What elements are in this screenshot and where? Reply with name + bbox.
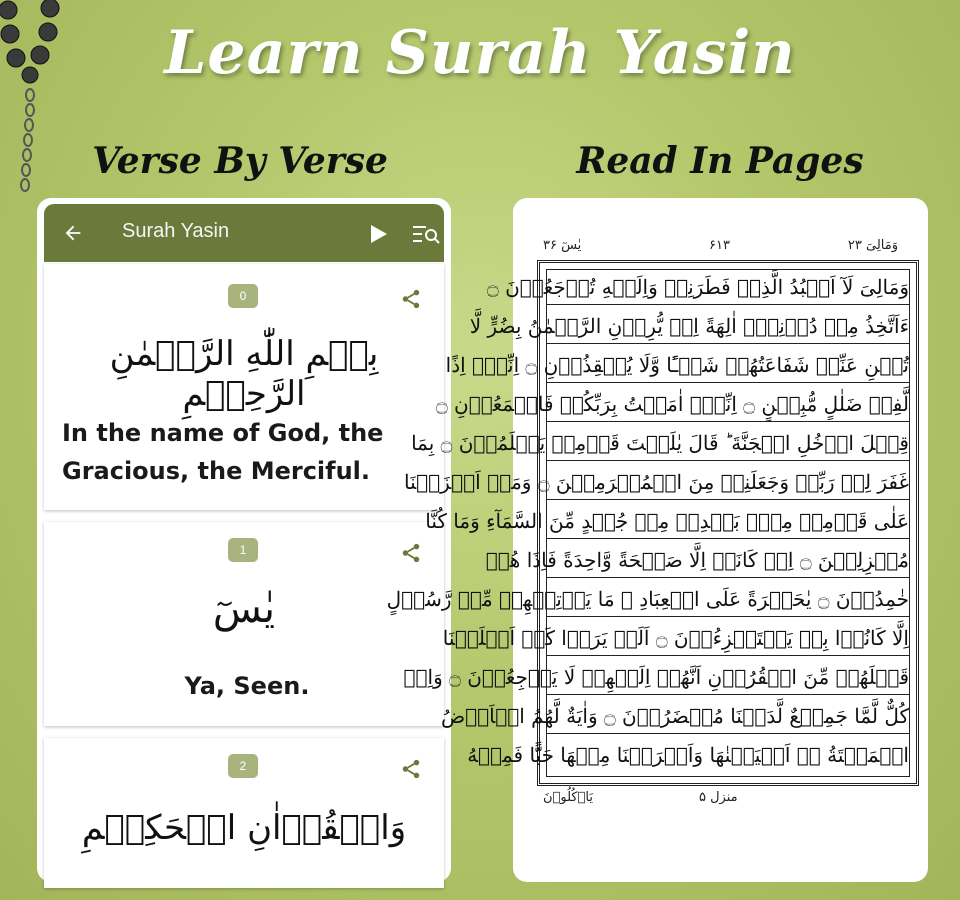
verse-translation: Ya, Seen.	[184, 672, 310, 700]
mushaf-line: غَفَرَ لِیۡ رَبِّیۡ وَجَعَلَنِیۡ مِنَ الۡمُكۡرَمِیۡنَ ۝ وَمَاۤ اَنۡزَلۡنَا	[547, 465, 909, 500]
mushaf-line: عَلٰی قَوۡمِهٖ مِنۡۢ بَعۡدِهٖ مِنۡ جُنۡدٍ مِّنَ السَّمَآءِ وَمَا كُنَّا	[547, 504, 909, 539]
verse-number-badge: 0	[228, 284, 258, 308]
left-heading: Verse By Verse	[92, 140, 388, 182]
mushaf-text-area[interactable]	[386, 269, 910, 777]
mushaf-page-frame	[386, 260, 919, 786]
right-heading: Read In Pages	[576, 140, 864, 182]
verse-translation: In the name of God, the Gracious, the Merciful.	[62, 419, 384, 485]
catchword: یَاۡكُلُوۡنَ	[543, 790, 593, 805]
mushaf-line: وَمَالِیَ لَآ اَعۡبُدُ الَّذِیۡ فَطَرَنِیۡ وَاِلَیۡهِ تُرۡجَعُوۡنَ ۝	[547, 270, 909, 305]
verse-card[interactable]	[44, 264, 444, 510]
manzil-marker: منزل ۵	[699, 790, 738, 805]
verse-card[interactable]	[44, 522, 444, 726]
share-icon[interactable]	[400, 758, 422, 780]
play-icon[interactable]	[370, 224, 388, 244]
back-arrow-icon[interactable]	[62, 222, 84, 244]
verse-by-verse-screen	[37, 198, 451, 882]
page-header-right: یٰسٓ ۳۶	[543, 238, 582, 253]
mushaf-line: خٰمِدُوۡنَ ۝ یٰحَسۡرَةً عَلَی الۡعِبَادِ ۚ مَا یَاۡتِیۡهِمۡ مِّنۡ رَّسُوۡلٍ	[547, 582, 909, 617]
page-header-left: وَمَالِیَ ۲۳	[847, 238, 898, 253]
page-number: ۶۱۳	[709, 238, 730, 253]
verse-arabic: وَالۡقُرۡاٰنِ الۡحَكِيۡمِ	[81, 808, 407, 848]
verse-number-badge: 1	[228, 538, 258, 562]
mushaf-line: قِیۡلَ ادۡخُلِ الۡجَنَّةَ ؕ قَالَ یٰلَیۡتَ قَوۡمِیۡ یَعۡلَمُوۡنَ ۝ بِمَا	[547, 426, 909, 461]
mushaf-line: تُغۡنِ عَنِّیۡ شَفَاعَتُهُمۡ شَیۡـًٔا وَّلَا یُنۡقِذُوۡنِ ۝ اِنِّیۡۤ اِذًا	[547, 348, 909, 383]
share-icon[interactable]	[400, 288, 422, 310]
read-in-pages-screen	[386, 198, 928, 882]
mushaf-line: الۡمَیۡتَةُ ۖۚ اَحۡیَیۡنٰهَا وَاَخۡرَجۡنَا مِنۡهَا حَبًّا فَمِنۡهُ	[467, 743, 909, 767]
verse-card[interactable]	[44, 738, 444, 888]
verse-arabic: يٰسٓ	[212, 586, 276, 632]
mushaf-line: كُلٌّ لَّمَّا جَمِیۡعٌ لَّدَیۡنَا مُحۡضَرُوۡنَ ۝ وَاٰیَةٌ لَّهُمُ الۡاَرۡضُ	[547, 699, 909, 734]
list-search-icon[interactable]	[412, 224, 440, 244]
main-title: Learn Surah Yasin	[164, 18, 796, 88]
mushaf-line: ءَاَتَّخِذُ مِنۡ دُوۡنِهٖۤ اٰلِهَةً اِنۡ یُّرِدۡنِ الرَّحۡمٰنُ بِضُرٍّ لَّا	[547, 309, 909, 344]
verse-number-badge: 2	[228, 754, 258, 778]
mushaf-line: لَّفِیۡ ضَلٰلٍ مُّبِیۡنٍ ۝ اِنِّیۡۤ اٰمَنۡتُ بِرَبِّكُمۡ فَاسۡمَعُوۡنِ ۝	[547, 387, 909, 422]
app-bar	[44, 204, 444, 262]
mushaf-line: اِلَّا كَانُوۡا بِهٖ یَسۡتَهۡزِءُوۡنَ ۝ اَلَمۡ یَرَوۡا كَمۡ اَهۡلَكۡنَا	[547, 621, 909, 656]
app-title: Surah Yasin	[122, 220, 230, 242]
mushaf-line: مُنۡزِلِیۡنَ ۝ اِنۡ كَانَتۡ اِلَّا صَیۡحَةً وَّاحِدَةً فَاِذَا هُمۡ	[547, 543, 909, 578]
mushaf-line: قَبۡلَهُمۡ مِّنَ الۡقُرُوۡنِ اَنَّهُمۡ اِلَیۡهِمۡ لَا یَرۡجِعُوۡنَ ۝ وَاِنۡ	[547, 660, 909, 695]
share-icon[interactable]	[400, 542, 422, 564]
verse-arabic: بِسۡمِ اللّٰهِ الرَّحۡمٰنِ الرَّحِيۡمِ	[109, 334, 379, 414]
